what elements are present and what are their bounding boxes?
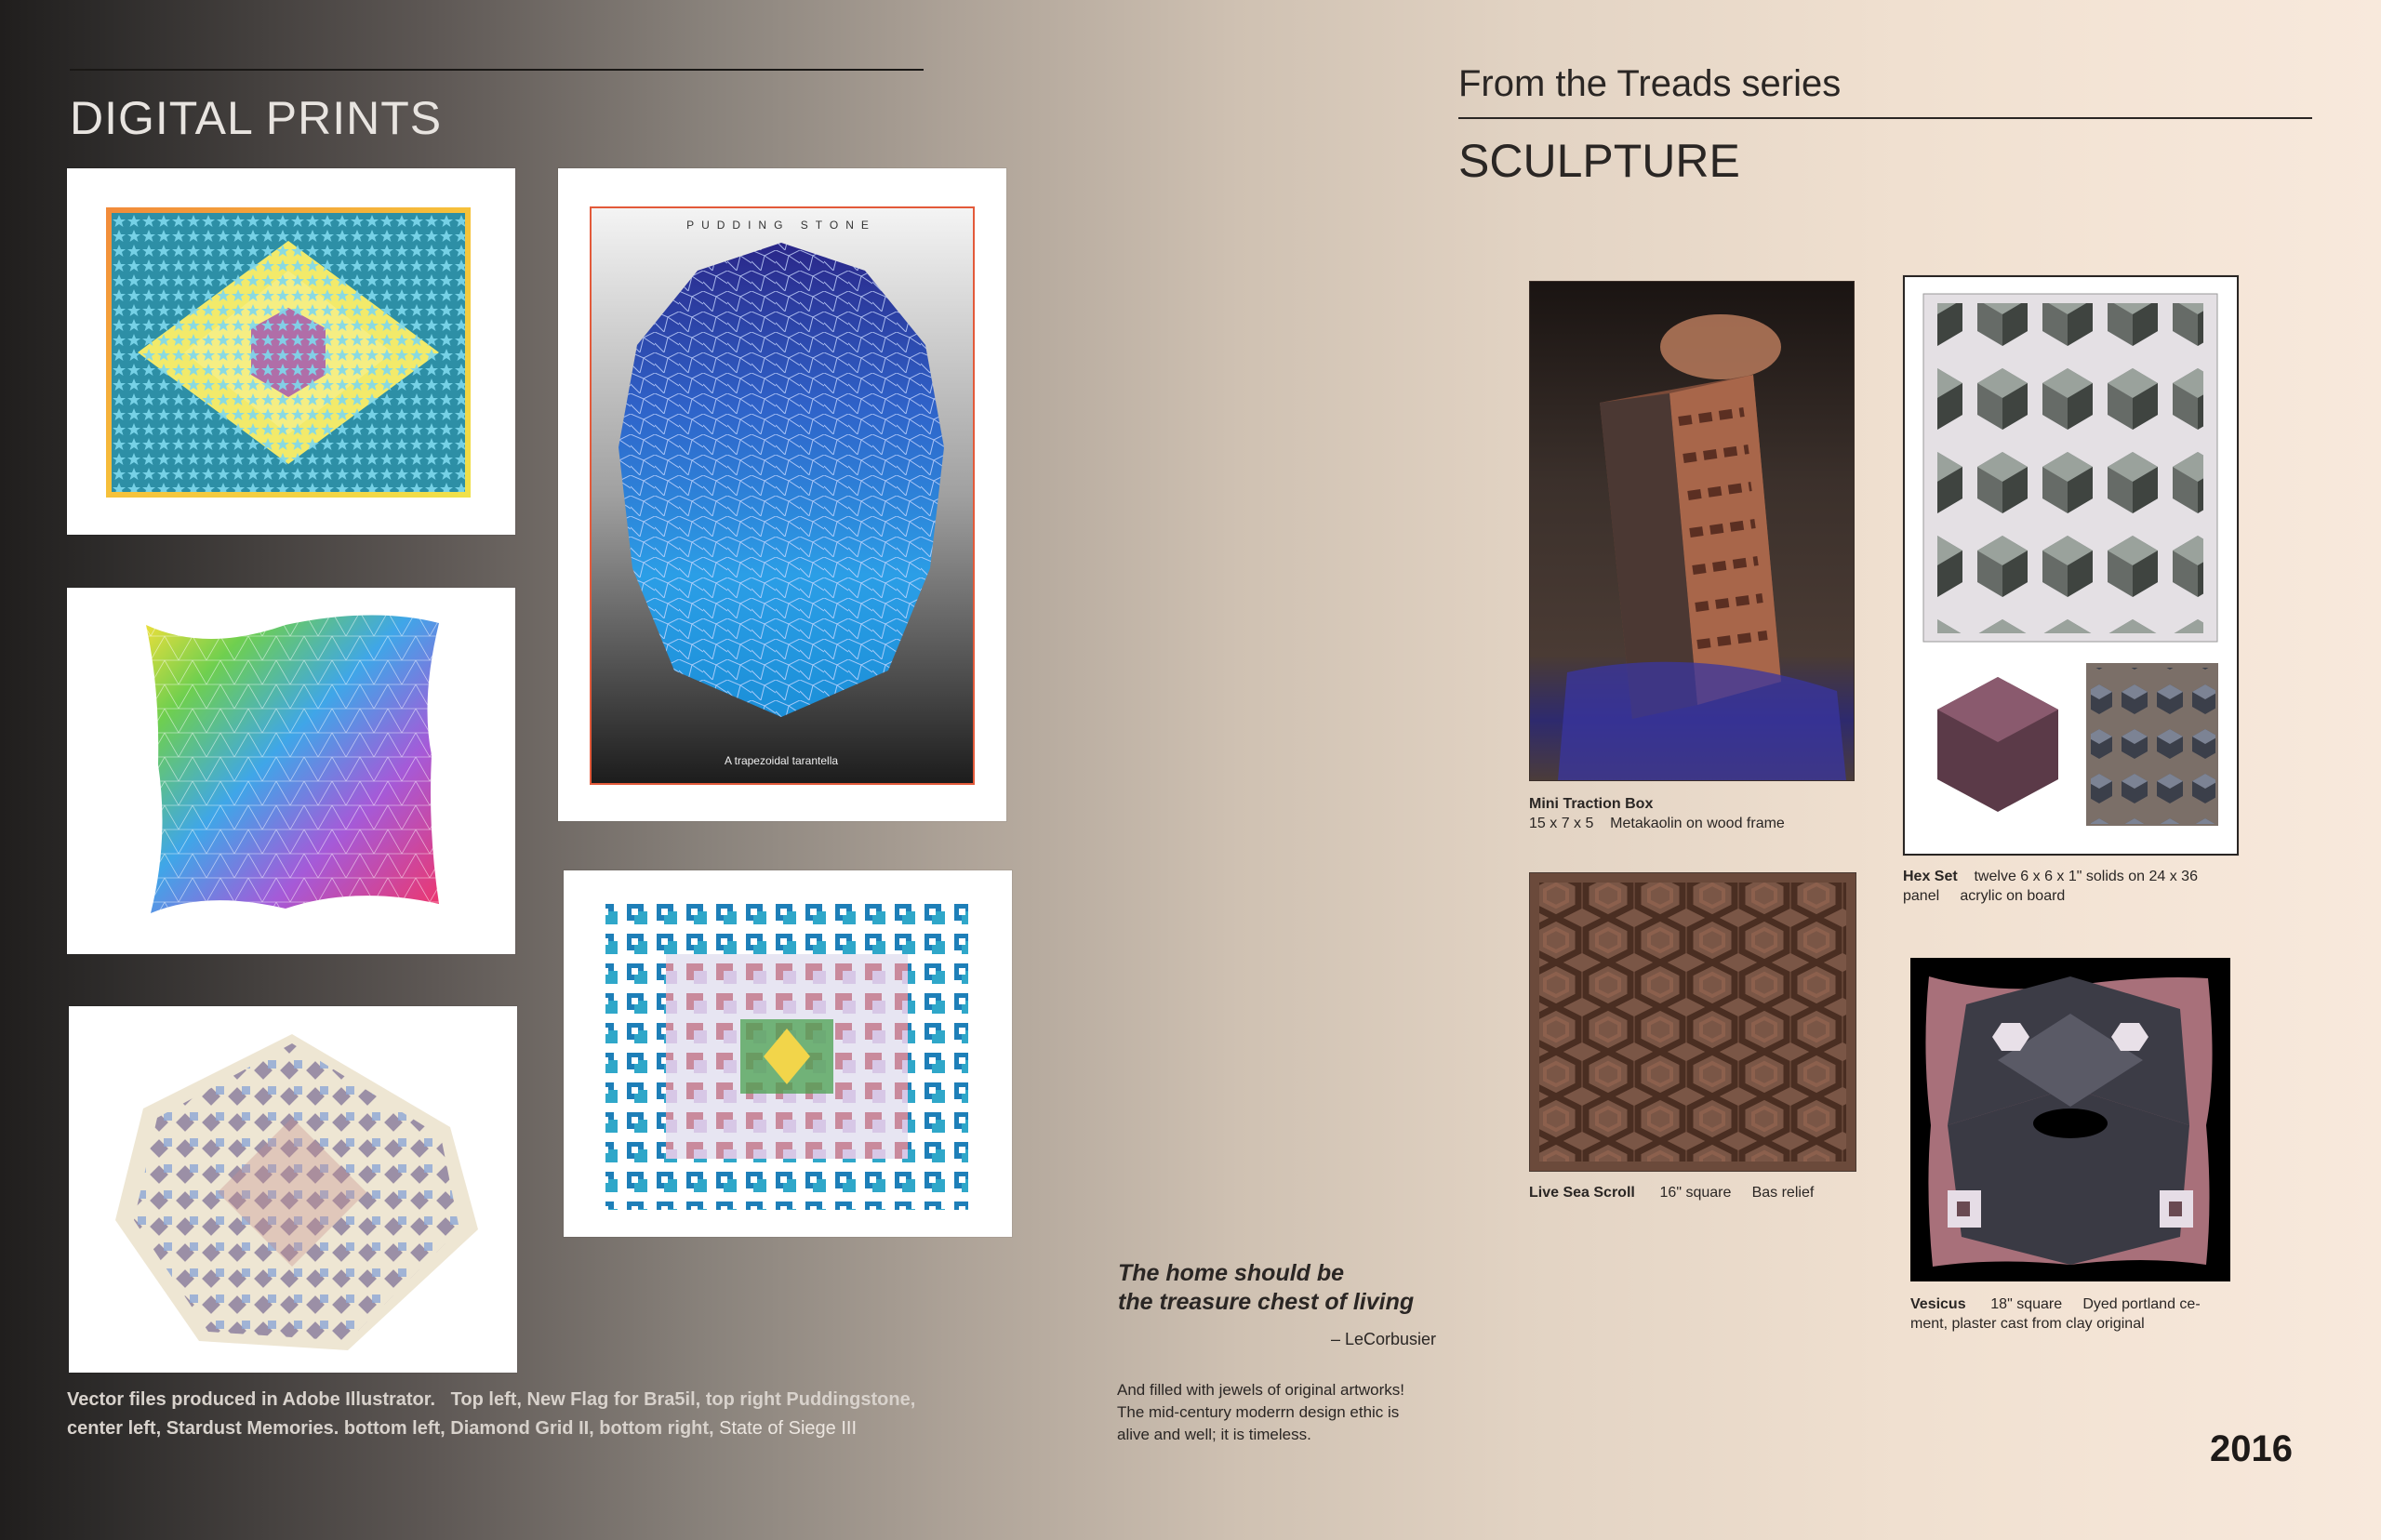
print-new-flag xyxy=(67,168,515,535)
vesicus-sculpture xyxy=(1910,958,2230,1281)
print-stardust-memories xyxy=(67,588,515,954)
series-label: From the Treads series xyxy=(1458,63,1842,104)
print-pudding-stone xyxy=(558,168,1006,821)
print-state-of-siege xyxy=(564,870,1012,1237)
quote-line-2: the treasure chest of living xyxy=(1118,1289,1415,1315)
pudding-stone-artwork xyxy=(558,168,1006,821)
caption-live-sea-scroll-name: Live Sea Scroll xyxy=(1529,1185,1635,1201)
footnote-line-2-highlight: State of Siege III xyxy=(719,1418,858,1439)
digital-prints-title: DIGITAL PRINTS xyxy=(70,92,443,144)
caption-live-sea-scroll xyxy=(1529,1183,1814,1202)
caption-mini-traction-box-name: Mini Traction Box xyxy=(1529,796,1654,812)
sculpture-title: SCULPTURE xyxy=(1458,135,1740,187)
caption-vesicus-name: Vesicus xyxy=(1910,1296,1966,1312)
pudding-stone-subtitle: A trapezoidal tarantella xyxy=(724,754,839,767)
footnote-line-2 xyxy=(67,1414,997,1443)
digital-prints-footnote xyxy=(67,1386,997,1443)
new-flag-artwork xyxy=(67,168,515,535)
caption-mini-traction-box-detail: 15 x 7 x 5 Metakaolin on wood frame xyxy=(1529,816,1785,831)
pudding-stone-title: PUDDING STONE xyxy=(686,219,876,232)
caption-vesicus-line-1 xyxy=(1910,1294,2255,1314)
quote-block xyxy=(1118,1259,1453,1349)
caption-mini-traction-box xyxy=(1529,794,1785,833)
year-label: 2016 xyxy=(2210,1428,2293,1469)
photo-mini-traction-box xyxy=(1529,281,1855,781)
traction-box-sculpture xyxy=(1530,282,1854,780)
state-of-siege-artwork xyxy=(564,870,1012,1237)
print-diamond-grid xyxy=(69,1006,517,1373)
quote-body-line-1: And filled with jewels of original artworks! xyxy=(1117,1381,1404,1399)
caption-live-sea-scroll-detail: 16" square Bas relief xyxy=(1659,1185,1815,1201)
caption-hex-set-detail-1: twelve 6 x 6 x 1" solids on 24 x 36 xyxy=(1974,869,2198,884)
caption-vesicus xyxy=(1910,1294,2255,1334)
caption-vesicus-detail-2: ment, plaster cast from clay original xyxy=(1910,1316,2145,1332)
quote-body-line-3: alive and well; it is timeless. xyxy=(1117,1426,1311,1443)
footnote-line-2-text: center left, Stardust Memories. bottom left, Diamond Grid II, bottom right, xyxy=(67,1418,720,1439)
sea-scroll-relief xyxy=(1530,873,1856,1171)
quote-attribution: – LeCorbusier xyxy=(1330,1330,1436,1348)
quote-body-line-2: The mid-century moderrn design ethic is xyxy=(1117,1403,1400,1421)
left-title-rule xyxy=(70,69,924,71)
quote-line-1: The home should be xyxy=(1118,1260,1345,1286)
photo-hex-set xyxy=(1903,275,2239,856)
stardust-artwork xyxy=(67,588,515,954)
caption-hex-set-detail-2: panel acrylic on board xyxy=(1903,888,2066,904)
caption-hex-set-line-1: Hex Set twelve 6 x 6 x 1" solids on 24 x 36 xyxy=(1903,869,2198,884)
hex-set-sculpture xyxy=(1905,277,2237,854)
photo-vesicus xyxy=(1910,958,2230,1281)
right-title-rule xyxy=(1458,117,2312,119)
photo-live-sea-scroll xyxy=(1529,872,1856,1172)
footnote-line-1: Vector files produced in Adobe Illustrator. Top left, New Flag for Bra5il, top right Puddingstone, xyxy=(67,1389,916,1410)
quote-body xyxy=(1117,1379,1470,1446)
caption-vesicus-detail-1: 18" square Dyed portland ce- xyxy=(1990,1296,2201,1312)
diamond-grid-artwork xyxy=(69,1006,517,1373)
caption-hex-set xyxy=(1903,867,2256,906)
